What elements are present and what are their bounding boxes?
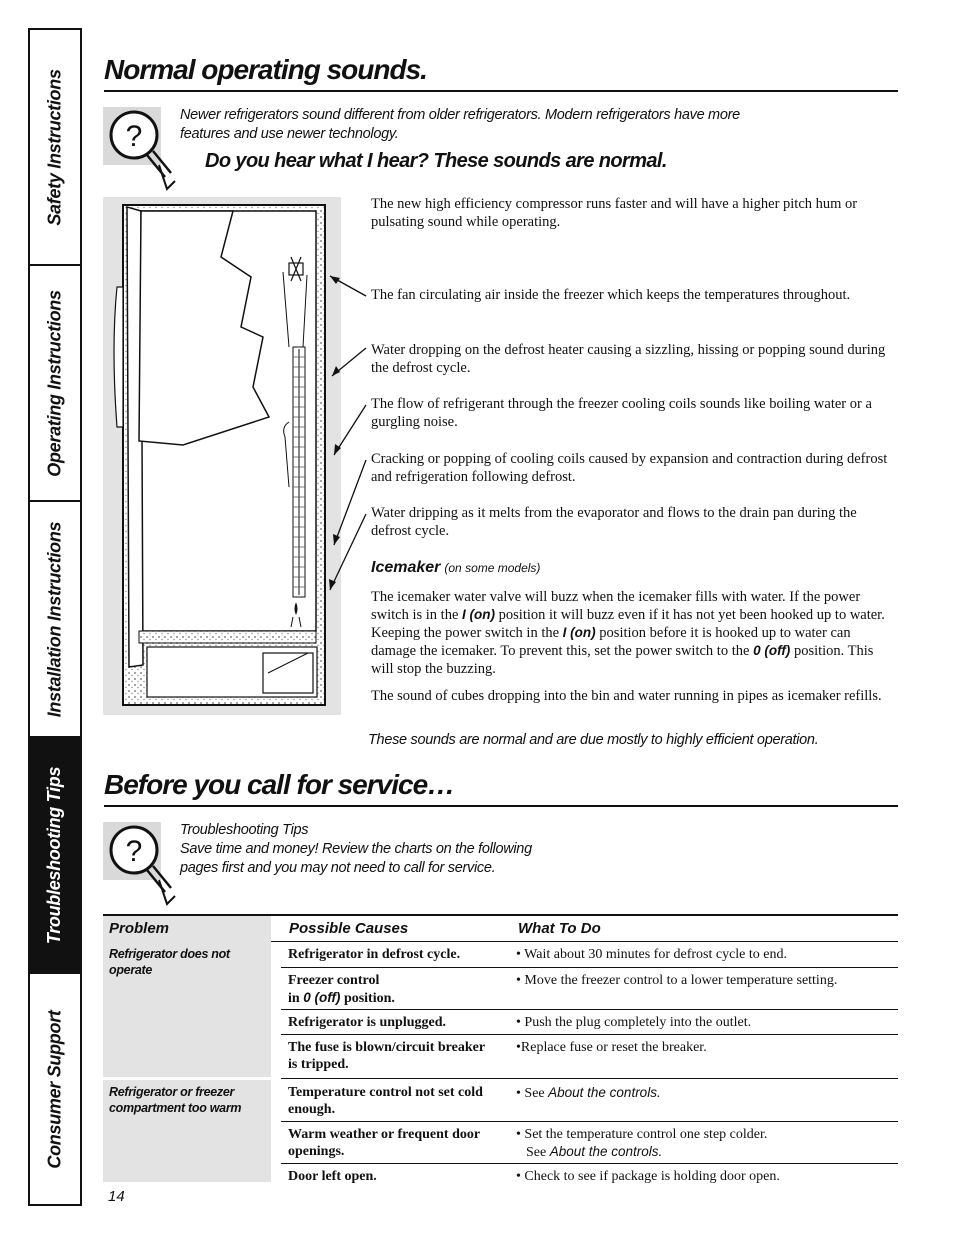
question-icon xyxy=(103,107,161,165)
table-row: Temperature control not set cold enough. • See About the controls. xyxy=(281,1080,898,1122)
table-row: Refrigerator is unplugged. • Push the plug completely into the outlet. xyxy=(281,1010,898,1035)
sounds-closing: These sounds are normal and are due mostly to highly efficient operation. xyxy=(368,732,819,748)
icemaker-note: (on some models) xyxy=(444,561,541,575)
icemaker-paragraph-1: The icemaker water valve will buzz when the icemaker fills with water. If the power switch is in the I (on) position it will buzz even if it has not yet been hooked up to water. Keeping the power switch in the I (on) position before it is hooked up to water can damage the icemaker. To prevent this, set the power switch to the 0 (off) position. This will stop the buzzing. xyxy=(371,589,885,677)
tab-consumer-support[interactable]: Consumer Support xyxy=(44,1009,65,1169)
icemaker-heading-line xyxy=(371,559,540,577)
icemaker-heading: Icemaker xyxy=(371,559,441,576)
svg-text:?: ? xyxy=(125,835,143,868)
page-number: 14 xyxy=(108,1188,125,1205)
table-row: Door left open. • Check to see if package is holding door open. xyxy=(288,1169,780,1184)
side-tabs xyxy=(28,28,82,1206)
sound-refrigerant-flow: The flow of refrigerant through the freezer cooling coils sounds like boiling water or a gurgling noise. xyxy=(371,396,872,430)
tab-installation-instructions[interactable]: Installation Instructions xyxy=(30,502,80,738)
sound-compressor: The new high efficiency compressor runs faster and will have a higher pitch hum or pulsating sound while operating. xyxy=(371,196,858,230)
tips-line-2: pages first and you may not need to call for service. xyxy=(180,860,496,876)
svg-text:?: ? xyxy=(125,120,143,153)
table-row: Warm weather or frequent door openings. • Set the temperature control one step colder. See About the controls. xyxy=(281,1122,898,1164)
icemaker-paragraph-2: The sound of cubes dropping into the bin and water running in pipes as icemaker refills. xyxy=(371,688,882,704)
table-row: The fuse is blown/circuit breaker is tripped. •Replace fuse or reset the breaker. xyxy=(281,1035,898,1079)
about-the-controls-link[interactable]: About the controls. xyxy=(548,1085,661,1100)
sound-fan: The fan circulating air inside the freezer which keeps the temperatures throughout. xyxy=(371,287,851,303)
tips-heading: Troubleshooting Tips xyxy=(180,822,309,838)
sounds-intro: Newer refrigerators sound different from older refrigerators. Modern refrigerators have more features and use newer technology. xyxy=(180,107,740,142)
table-row: Freezer control in 0 (off) position. • Move the freezer control to a lower temperature setting. xyxy=(281,968,898,1010)
problem-does-not-operate: Refrigerator does not operate xyxy=(103,942,271,1077)
refrigerator-illustration xyxy=(103,197,341,715)
tab-troubleshooting-tips[interactable]: Troubleshooting Tips xyxy=(30,738,80,974)
header-problem: Problem xyxy=(109,920,170,937)
table-row: Refrigerator in defrost cycle. • Wait about 30 minutes for defrost cycle to end. xyxy=(281,942,898,968)
header-what-to-do: What To Do xyxy=(518,920,601,937)
sounds-title: Normal operating sounds. xyxy=(104,54,898,92)
tab-safety-instructions[interactable]: Safety Instructions xyxy=(30,30,80,266)
tab-operating-instructions[interactable]: Operating Instructions xyxy=(30,266,80,502)
sound-cooling-coils: Cracking or popping of cooling coils caused by expansion and contraction during defrost and refrigeration following defrost. xyxy=(371,451,888,485)
question-icon xyxy=(103,822,161,880)
header-possible-causes: Possible Causes xyxy=(289,920,409,937)
service-title: Before you call for service… xyxy=(104,769,898,807)
sounds-subheading: Do you hear what I hear? These sounds are normal. xyxy=(205,150,667,172)
troubleshooting-intro xyxy=(180,821,600,878)
sound-defrost-heater: Water dropping on the defrost heater causing a sizzling, hissing or popping sound during the defrost cycle. xyxy=(371,342,886,376)
sound-water-dripping: Water dripping as it melts from the evaporator and flows to the drain pan during the defrost cycle. xyxy=(371,505,857,539)
problem-too-warm: Refrigerator or freezer compartment too warm xyxy=(103,1080,271,1182)
tips-line-1: Save time and money! Review the charts on the following xyxy=(180,841,532,857)
about-the-controls-link[interactable]: About the controls. xyxy=(549,1144,663,1159)
table-header xyxy=(103,914,898,942)
